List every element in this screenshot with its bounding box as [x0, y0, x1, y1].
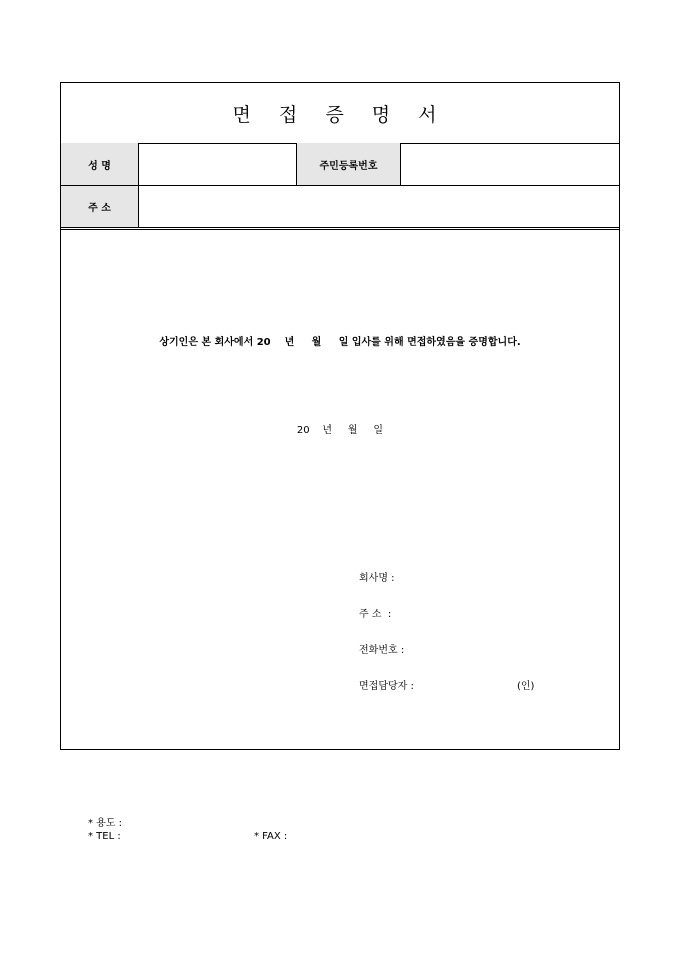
interviewer-label: 면접담당자 :	[359, 681, 414, 692]
resident-id-label: 주민등록번호	[297, 143, 401, 185]
certification-statement: 상기인은 본 회사에서 20 년 월 일 입사를 위해 면접하였음을 증명합니다.	[159, 337, 521, 348]
phone-label: 전화번호 :	[359, 645, 405, 656]
company-name-label: 회사명 :	[359, 573, 395, 584]
footer-purpose: * 용도 :	[88, 818, 123, 829]
name-row	[61, 143, 619, 186]
address-field[interactable]	[139, 186, 619, 227]
certificate-form	[60, 82, 620, 750]
name-label: 성 명	[61, 143, 139, 185]
issue-date: 20 년 월 일	[296, 425, 384, 436]
footer-tel: * TEL :	[88, 831, 121, 842]
resident-id-field[interactable]	[401, 143, 619, 185]
address-row	[61, 186, 619, 230]
address-label: 주 소	[61, 186, 139, 227]
company-address-label: 주 소 :	[359, 609, 392, 620]
document-title: 면 접 증 명 서	[61, 83, 619, 144]
footer-fax: * FAX :	[254, 831, 288, 842]
name-field[interactable]	[139, 143, 297, 185]
seal-mark: (인)	[517, 681, 535, 692]
